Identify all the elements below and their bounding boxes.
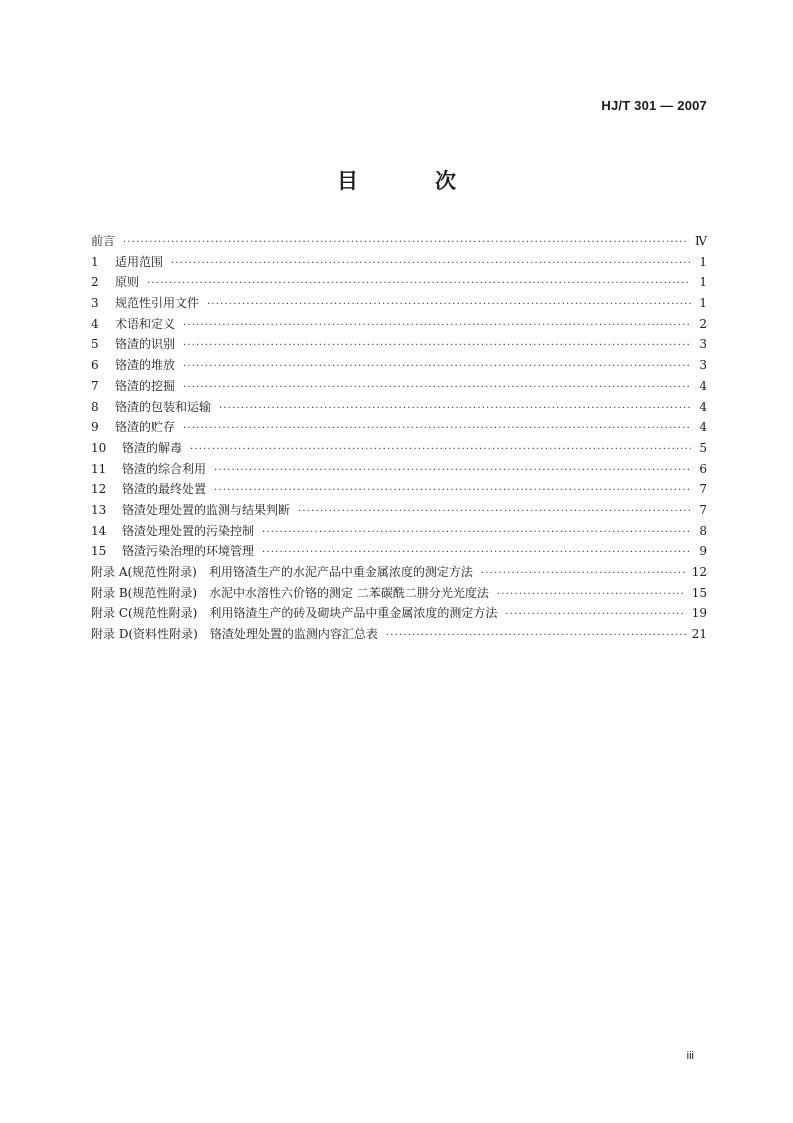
- toc-entry-title: 术语和定义: [115, 316, 176, 331]
- dot-leader: [481, 564, 686, 585]
- toc-entry-page: 12: [691, 565, 707, 579]
- toc-entry-page: 5: [699, 440, 707, 455]
- toc-entry-title: 铬渣的综合利用: [122, 461, 207, 476]
- toc-entry-number: 1: [91, 254, 99, 269]
- toc-entry-title: 铬渣处理处置的污染控制: [122, 523, 255, 538]
- toc-entry-appendix-d[interactable]: [91, 624, 707, 645]
- toc-entry[interactable]: [91, 479, 707, 500]
- toc-entry[interactable]: [91, 417, 707, 438]
- toc-entry-number: 6: [91, 358, 99, 373]
- toc-entry-number: 附录 C(规范性附录): [91, 606, 198, 621]
- dot-leader: [183, 336, 691, 357]
- toc-entry-page: 7: [699, 502, 707, 517]
- toc-entry-title: 适用范围: [115, 254, 164, 269]
- toc-entry[interactable]: [91, 459, 707, 480]
- toc-entry-number: 10: [91, 440, 107, 455]
- page-number: iii: [686, 1050, 694, 1062]
- standard-code: HJ/T 301 — 2007: [601, 98, 707, 113]
- dot-leader: [183, 419, 691, 440]
- toc-entry-number: 9: [91, 420, 99, 435]
- dot-leader: [497, 585, 686, 606]
- dot-leader: [262, 523, 691, 544]
- toc-entry-title: 铬渣的挖掘: [115, 378, 176, 393]
- toc-entry-number: 5: [91, 337, 99, 352]
- toc-entry-page: 4: [699, 378, 707, 393]
- toc-entry-page: 4: [699, 420, 707, 435]
- toc-entry-page: 1: [699, 254, 707, 269]
- toc-entry-number: 15: [91, 544, 107, 559]
- toc-entry-page: 3: [699, 358, 707, 373]
- toc-entry-title: 水泥中水溶性六价铬的测定 二苯碳酰二肼分光光度法: [209, 585, 489, 600]
- dot-leader: [183, 357, 691, 378]
- toc-entry[interactable]: [91, 334, 707, 355]
- toc-entry[interactable]: [91, 438, 707, 459]
- toc-entry-number: 13: [91, 502, 107, 517]
- toc-entry-title: 铬渣处理处置的监测与结果判断: [122, 502, 291, 517]
- dot-leader: [183, 378, 691, 399]
- toc-entry-title: 铬渣处理处置的监测内容汇总表: [209, 627, 378, 642]
- toc-entry-title: 前言: [91, 234, 116, 248]
- dot-leader: [214, 461, 691, 482]
- toc-entry[interactable]: [91, 252, 707, 273]
- table-of-contents: [91, 231, 707, 645]
- toc-entry-number: 12: [91, 482, 107, 497]
- dot-leader: [298, 502, 691, 523]
- toc-entry-title: 利用铬渣生产的水泥产品中重金属浓度的测定方法: [208, 565, 473, 579]
- toc-entry-title: 铬渣的解毒: [122, 440, 183, 455]
- dot-leader: [262, 543, 691, 564]
- dot-leader: [505, 605, 685, 626]
- page-title: 目 次: [337, 169, 484, 193]
- toc-entry-preface[interactable]: [91, 231, 707, 252]
- toc-entry-number: 7: [91, 378, 99, 393]
- dot-leader: [190, 440, 691, 461]
- toc-entry[interactable]: [91, 521, 707, 542]
- toc-entry-number: 4: [91, 316, 99, 331]
- toc-entry-page: Ⅳ: [695, 234, 707, 248]
- toc-entry-number: 附录 A(规范性附录): [91, 565, 197, 579]
- toc-entry-page: 3: [699, 337, 707, 352]
- toc-entry[interactable]: [91, 272, 707, 293]
- toc-entry-page: 15: [691, 585, 707, 600]
- toc-entry-page: 4: [699, 399, 707, 414]
- toc-entry[interactable]: [91, 376, 707, 397]
- toc-entry-title: 铬渣的堆放: [115, 358, 176, 373]
- dot-leader: [207, 295, 691, 316]
- toc-entry[interactable]: [91, 397, 707, 418]
- toc-entry-number: 2: [91, 275, 99, 290]
- toc-entry[interactable]: [91, 500, 707, 521]
- toc-entry[interactable]: [91, 541, 707, 562]
- toc-entry-number: 11: [91, 461, 107, 476]
- toc-entry-page: 1: [699, 275, 707, 290]
- toc-entry-title: 铬渣的最终处置: [122, 482, 207, 497]
- toc-entry-number: 3: [91, 296, 99, 311]
- toc-entry-number: 附录 B(规范性附录): [91, 585, 197, 600]
- toc-entry-title: 铬渣的包装和运输: [115, 399, 212, 414]
- dot-leader: [386, 626, 686, 647]
- toc-entry[interactable]: [91, 293, 707, 314]
- dot-leader: [214, 481, 691, 502]
- dot-leader: [171, 254, 691, 275]
- toc-entry-page: 8: [699, 523, 707, 538]
- toc-entry-title: 原则: [115, 275, 140, 290]
- toc-entry-number: 14: [91, 523, 107, 538]
- dot-leader: [219, 399, 691, 420]
- toc-entry-title: 铬渣的识别: [115, 337, 176, 352]
- toc-entry-page: 19: [691, 606, 707, 621]
- toc-entry-appendix-a[interactable]: [91, 562, 707, 583]
- toc-entry[interactable]: [91, 355, 707, 376]
- toc-entry-title: 利用铬渣生产的砖及砌块产品中重金属浓度的测定方法: [209, 606, 498, 621]
- toc-entry-title: 铬渣的贮存: [115, 420, 176, 435]
- toc-entry-page: 7: [699, 482, 707, 497]
- toc-entry-appendix-b[interactable]: [91, 583, 707, 604]
- toc-entry-appendix-c[interactable]: [91, 603, 707, 624]
- toc-entry[interactable]: [91, 314, 707, 335]
- toc-entry-page: 21: [691, 627, 707, 642]
- toc-entry-page: 9: [699, 544, 707, 559]
- toc-entry-number: 附录 D(资料性附录): [91, 627, 198, 642]
- dot-leader: [147, 274, 691, 295]
- toc-entry-page: 1: [699, 296, 707, 311]
- toc-entry-page: 2: [699, 316, 707, 331]
- toc-entry-page: 6: [699, 461, 707, 476]
- toc-entry-title: 规范性引用文件: [115, 296, 200, 311]
- dot-leader: [183, 316, 691, 337]
- toc-entry-title: 铬渣污染治理的环境管理: [122, 544, 255, 559]
- dot-leader: [123, 233, 689, 254]
- toc-entry-number: 8: [91, 399, 99, 414]
